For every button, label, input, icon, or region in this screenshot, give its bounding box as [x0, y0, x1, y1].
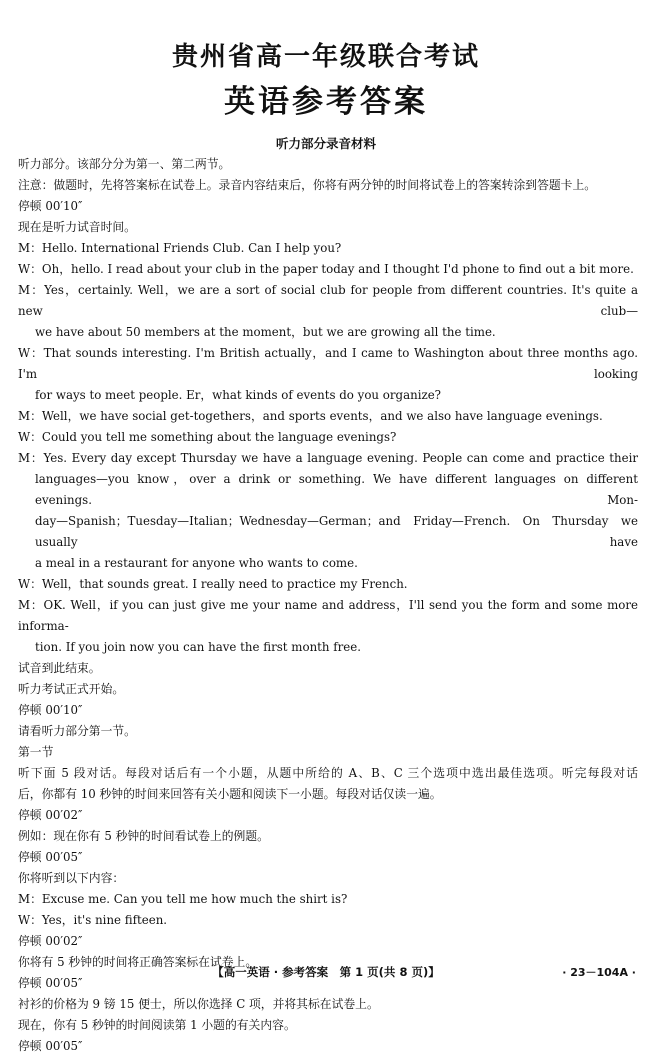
text-line: 停顿 00′02″: [18, 808, 83, 822]
text-line: 现在，你有 5 秒钟的时间阅读第 1 小题的有关内容。: [18, 1018, 296, 1032]
text-line: 听力部分。该部分分为第一、第二两节。: [18, 157, 231, 171]
section-title: 听力部分录音材料: [275, 136, 376, 151]
text-line: 停顿 00′05″: [18, 1039, 83, 1053]
text-line: 停顿 00′02″: [18, 934, 83, 948]
dialogue-line: W：Well，that sounds great. I really need to practice my French.: [18, 577, 408, 591]
text-line: 停顿 00′05″: [18, 850, 83, 864]
text-line: 衬衫的价格为 9 镑 15 便士，所以你选择 C 项，并将其标在试卷上。: [18, 997, 379, 1011]
dialogue-line: M：Hello. International Friends Club. Can I help you?: [18, 241, 342, 255]
text-line: 停顿 00′10″: [18, 703, 83, 717]
text-line: 第一节: [18, 745, 54, 759]
text-line: 停顿 00′10″: [18, 199, 83, 213]
dialogue-line: M：Excuse me. Can you tell me how much the shirt is?: [18, 892, 348, 906]
text-line: 你将听到以下内容：: [18, 871, 125, 885]
dialogue-line: M：Well，we have social get-togethers，and sports events，and we also have language evenings.: [18, 409, 603, 423]
dialogue-line: M：Yes. Every day except Thursday we have a language evening. People can come and practice their: [18, 451, 638, 465]
text-line: 听下面 5 段对话。每段对话后有一个小题，从题中所给的 A、B、C 三个选项中选出最佳选项。听完每段对话: [18, 766, 638, 780]
text-line: 请看听力部分第一节。: [18, 724, 136, 738]
dialogue-line-continued: day—Spanish；Tuesday—Italian；Wednesday—German；and Friday—French. On Thursday we usually have: [35, 514, 638, 549]
text-line: 例如：现在你有 5 秒钟的时间看试卷上的例题。: [18, 829, 269, 843]
exam-title: 贵州省高一年级联合考试: [171, 42, 480, 72]
footer-page-info: 【高一英语 · 参考答案 第 1 页(共 8 页)】: [212, 965, 440, 979]
dialogue-line: W：Oh，hello. I read about your club in the paper today and I thought I'd phone to find out a bit more.: [18, 262, 634, 276]
text-line: 试音到此结束。: [18, 661, 101, 675]
text-line: 注意：做题时，先将答案标在试卷上。录音内容结束后，你将有两分钟的时间将试卷上的答案转涂到答题卡上。: [18, 178, 597, 192]
text-line: 现在是听力试音时间。: [18, 220, 136, 234]
text-line: 听力考试正式开始。: [18, 682, 125, 696]
dialogue-line: W：That sounds interesting. I'm British actually，and I came to Washington about three months ago. I'm looking: [18, 346, 638, 381]
transcript-body: [18, 154, 638, 1057]
document-subtitle: 英语参考答案: [224, 84, 428, 120]
dialogue-line-continued: we have about 50 members at the moment，but we are growing all the time.: [35, 325, 496, 339]
text-line: 停顿 00′05″: [18, 976, 83, 990]
dialogue-line: M：OK. Well，if you can just give me your name and address，I'll send you the form and some more informa-: [18, 598, 638, 633]
text-line: 后，你都有 10 秒钟的时间来回答有关小题和阅读下一小题。每段对话仅读一遍。: [18, 787, 442, 801]
footer-exam-code: · 23－104A ·: [562, 966, 636, 979]
page-footer: [0, 964, 652, 982]
dialogue-line-continued: tion. If you join now you can have the first month free.: [35, 640, 361, 654]
text-line: 你将有 5 秒钟的时间将正确答案标在试卷上。: [18, 955, 258, 969]
dialogue-line: M：Yes，certainly. Well，we are a sort of social club for people from different countries. It's quite a new club—: [18, 283, 638, 318]
dialogue-line: W：Could you tell me something about the language evenings?: [18, 430, 397, 444]
dialogue-line-continued: a meal in a restaurant for anyone who wants to come.: [35, 556, 358, 570]
dialogue-line: W：Yes，it's nine fifteen.: [18, 913, 168, 927]
dialogue-line-continued: for ways to meet people. Er，what kinds of events do you organize?: [35, 388, 441, 402]
dialogue-line-continued: languages—you know，over a drink or something. We have different languages on different evenings. Mon-: [35, 472, 638, 507]
